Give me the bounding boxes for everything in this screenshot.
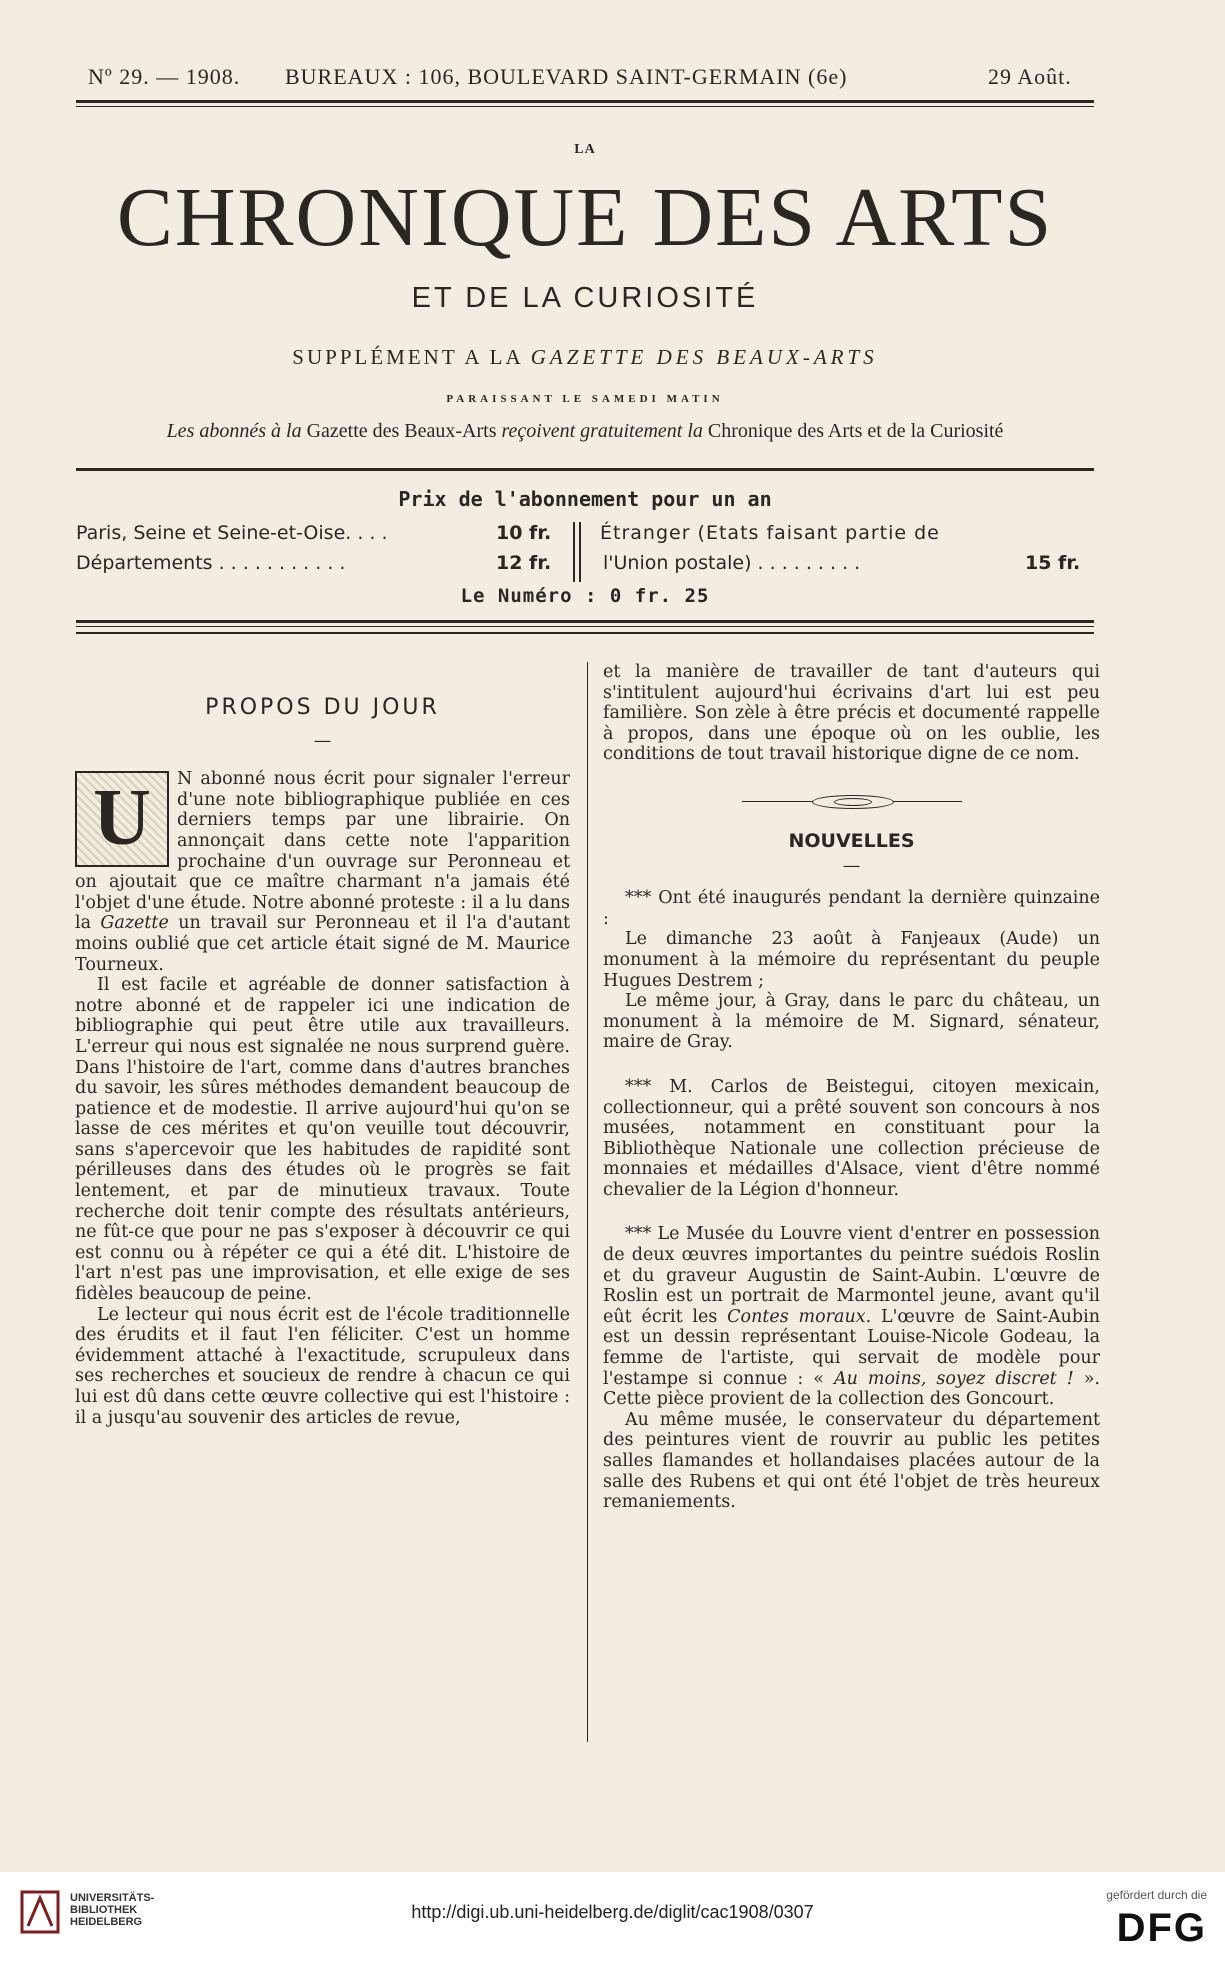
news-item-1: *** Ont été inaugurés pendant la dernière quinzaine : xyxy=(603,888,1100,929)
digitization-footer xyxy=(0,1872,1225,1964)
news-item-4: Au même musée, le conservateur du département des peintures vient de rouvrir au public les petites salles flamandes et hollandaises placées autour de la salle des Rubens et qui ont été l'objet de très heureux remaniements. xyxy=(603,1409,1100,1513)
propos-heading: PROPOS DU JOUR xyxy=(205,695,440,720)
masthead-title: CHRONIQUE DES ARTS xyxy=(116,171,1054,264)
column-divider xyxy=(587,662,588,1742)
price-divider-2 xyxy=(579,522,581,582)
price-paris: 10 fr. xyxy=(496,522,552,544)
source-url[interactable]: http://digi.ub.uni-heidelberg.de/diglit/cac1908/0307 xyxy=(411,1902,814,1922)
nouvelles-dash: — xyxy=(842,855,861,876)
abonnes-line xyxy=(75,420,1095,443)
subscription-rule xyxy=(76,620,1094,623)
news3-quote: Au moins, soyez discret ! xyxy=(833,1368,1074,1389)
supplement-prefix: SUPPLÉMENT A LA xyxy=(292,345,531,369)
abonnes-part-3: reçoivent gratuitement la xyxy=(501,420,703,442)
abonnes-part-1: Les abonnés à la xyxy=(166,420,302,442)
news3-start: *** Le Musée du Louvre vient d'entrer en possession de deux œuvres importantes du peintre suédois Roslin et du graveur Augustin de Saint-Aubin. L'œuvre de Roslin est un portrait de Marmontel jeune, avant qu'il eût écrit les xyxy=(603,1224,1100,1327)
news-item-1b: Le même jour, à Gray, dans le parc du château, un monument à la mémoire de M. Signard, sénateur, maire de Gray. xyxy=(603,991,1100,1053)
price-numero: Le Numéro : 0 fr. 25 xyxy=(460,585,710,607)
propos-dash: — xyxy=(313,730,332,751)
uni-line-3: HEIDELBERG xyxy=(70,1916,143,1928)
price-dept-label: Départements . . . . . . . . . . . xyxy=(76,552,346,574)
masthead-subtitle: ET DE LA CURIOSITÉ xyxy=(411,282,759,314)
uni-line-2: BIBLIOTHEK xyxy=(70,1904,138,1916)
nouvelles-heading: NOUVELLES xyxy=(788,829,915,852)
subscription-rule-2 xyxy=(76,632,1094,634)
subscription-heading: Prix de l'abonnement pour un an xyxy=(398,487,772,511)
propos-p1-end: un travail sur Peronneau et il l'a d'autant moins oublié que cet article était signé de M. Maurice Tourneux. xyxy=(75,913,571,975)
propos-paragraph-2: Il est facile et agréable de donner satisfaction à notre abonné et de rappeler ici une indication de bibliographie qui peut être utile aux travailleurs. L'erreur qui nous est signalée ne nous surprend guère. Dans l'histoire de l'art, comme dans d'autres branches du savoir, les sûres méthodes demandent beaucoup de patience et de modestie. Il arrive aujourd'hui qu'on se lasse de ces mérites et qu'on veuille tout découvrir, sans s'apercevoir que les habitudes de rapidité sont périlleuses dans des études où le progrès se fait lentement, et par de minutieux travaux. Toute recherche doit tenir compte des résultats antérieurs, ne fût-ce que pour ne pas s'exposer à découvrir ce qui est connu ou à répéter ce qui a été dit. L'histoire de l'art n'est pas une improvisation, et elle exige de ses fidèles beaucoup de peine. xyxy=(75,975,570,1305)
propos-p1-gazette: Gazette xyxy=(100,913,169,934)
news-item-2: *** M. Carlos de Beistegui, citoyen mexicain, collectionneur, qui a prêté souvent son concours à nos musées, notamment en constituant pour la Bibliothèque Nationale une collection précieuse de monnaies et médailles d'Alsace, vient d'être nommé chevalier de la Légion d'honneur. xyxy=(603,1076,1100,1200)
news3-mid: . L'œuvre de Saint-Aubin est un dessin représentant Louise-Nicole Godeau, la femme de l'artiste, qui servait de modèle pour l'estampe si connue : « xyxy=(603,1306,1100,1389)
supplement-gazette: GAZETTE DES BEAUX-ARTS xyxy=(530,345,878,369)
dfg-logo: DFG xyxy=(1116,1906,1207,1950)
subscription-rule-thin xyxy=(76,626,1094,627)
dropcap-ornament: U xyxy=(75,771,169,867)
issue-number: Nº 29. — 1908. xyxy=(88,64,241,89)
section-ornament xyxy=(742,795,962,809)
propos-paragraph-1 xyxy=(75,769,570,975)
abonnes-part-2: Gazette des Beaux-Arts xyxy=(301,420,502,442)
news-item-1a: Le dimanche 23 août à Fanjeaux (Aude) un monument à la mémoire du représentant du peuple Hugues Destrem ; xyxy=(603,929,1100,991)
right-column xyxy=(603,662,1100,1513)
price-divider xyxy=(573,522,575,582)
news3-contes: Contes moraux xyxy=(727,1306,866,1327)
price-etranger-line1: Étranger (Etats faisant partie de xyxy=(600,522,940,544)
issue-date: 29 Août. xyxy=(988,64,1072,89)
left-column xyxy=(75,666,570,1428)
abonnes-part-4: Chronique des Arts et de la Curiosité xyxy=(702,420,1004,442)
masthead-rule xyxy=(76,468,1094,471)
price-etranger: 15 fr. xyxy=(1025,552,1081,574)
propos-paragraph-3: Le lecteur qui nous écrit est de l'école traditionnelle des érudits et il faut l'en féliciter. C'est un homme évidemment attaché à l'exactitude, scrupuleux dans ses recherches et soucieux de rendre à chacun ce qui lui est dû dans cette œuvre collective qui est l'histoire : il a jusqu'au souvenir des articles de revue, xyxy=(75,1304,570,1428)
propos-continuation: et la manière de travailler de tant d'auteurs qui s'intitulent aujourd'hui écrivains d'art lui est peu familière. Son zèle à être précis et documenté rappelle à propos, dans une époque où on les oublie, les conditions de tout travail historique digne de ce nom. xyxy=(603,662,1100,765)
dfg-caption: gefördert durch die xyxy=(1106,1888,1207,1902)
header-rule-thin xyxy=(76,106,1094,107)
price-dept: 12 fr. xyxy=(496,552,552,574)
supplement-line xyxy=(0,345,1170,370)
propos-p1-start: N abonné nous écrit pour signaler l'erreur d'une note bibliographique publiée en ces derniers temps par une librairie. On annonçait dans cette note l'apparition prochaine d'un ouvrage sur Peronneau et on ajoutait que ce maître charmant n'a jamais été l'objet d'une étude. Notre abonné proteste : il a lu dans la xyxy=(75,769,570,934)
price-paris-label: Paris, Seine et Seine-et-Oise. . . . xyxy=(76,522,388,544)
header-rule xyxy=(76,100,1094,103)
bureaux-address: BUREAUX : 106, BOULEVARD SAINT-GERMAIN (6e) xyxy=(285,64,848,89)
uni-line-1: UNIVERSITÄTS- xyxy=(70,1892,155,1904)
paraissant-line: PARAISSANT LE SAMEDI MATIN xyxy=(446,393,724,405)
price-etranger-line2: l'Union postale) . . . . . . . . . xyxy=(603,552,861,574)
news3-end: ». Cette pièce provient de la collection des Goncourt. xyxy=(603,1368,1100,1410)
news-item-3 xyxy=(603,1224,1100,1409)
masthead-la: LA xyxy=(574,142,596,157)
